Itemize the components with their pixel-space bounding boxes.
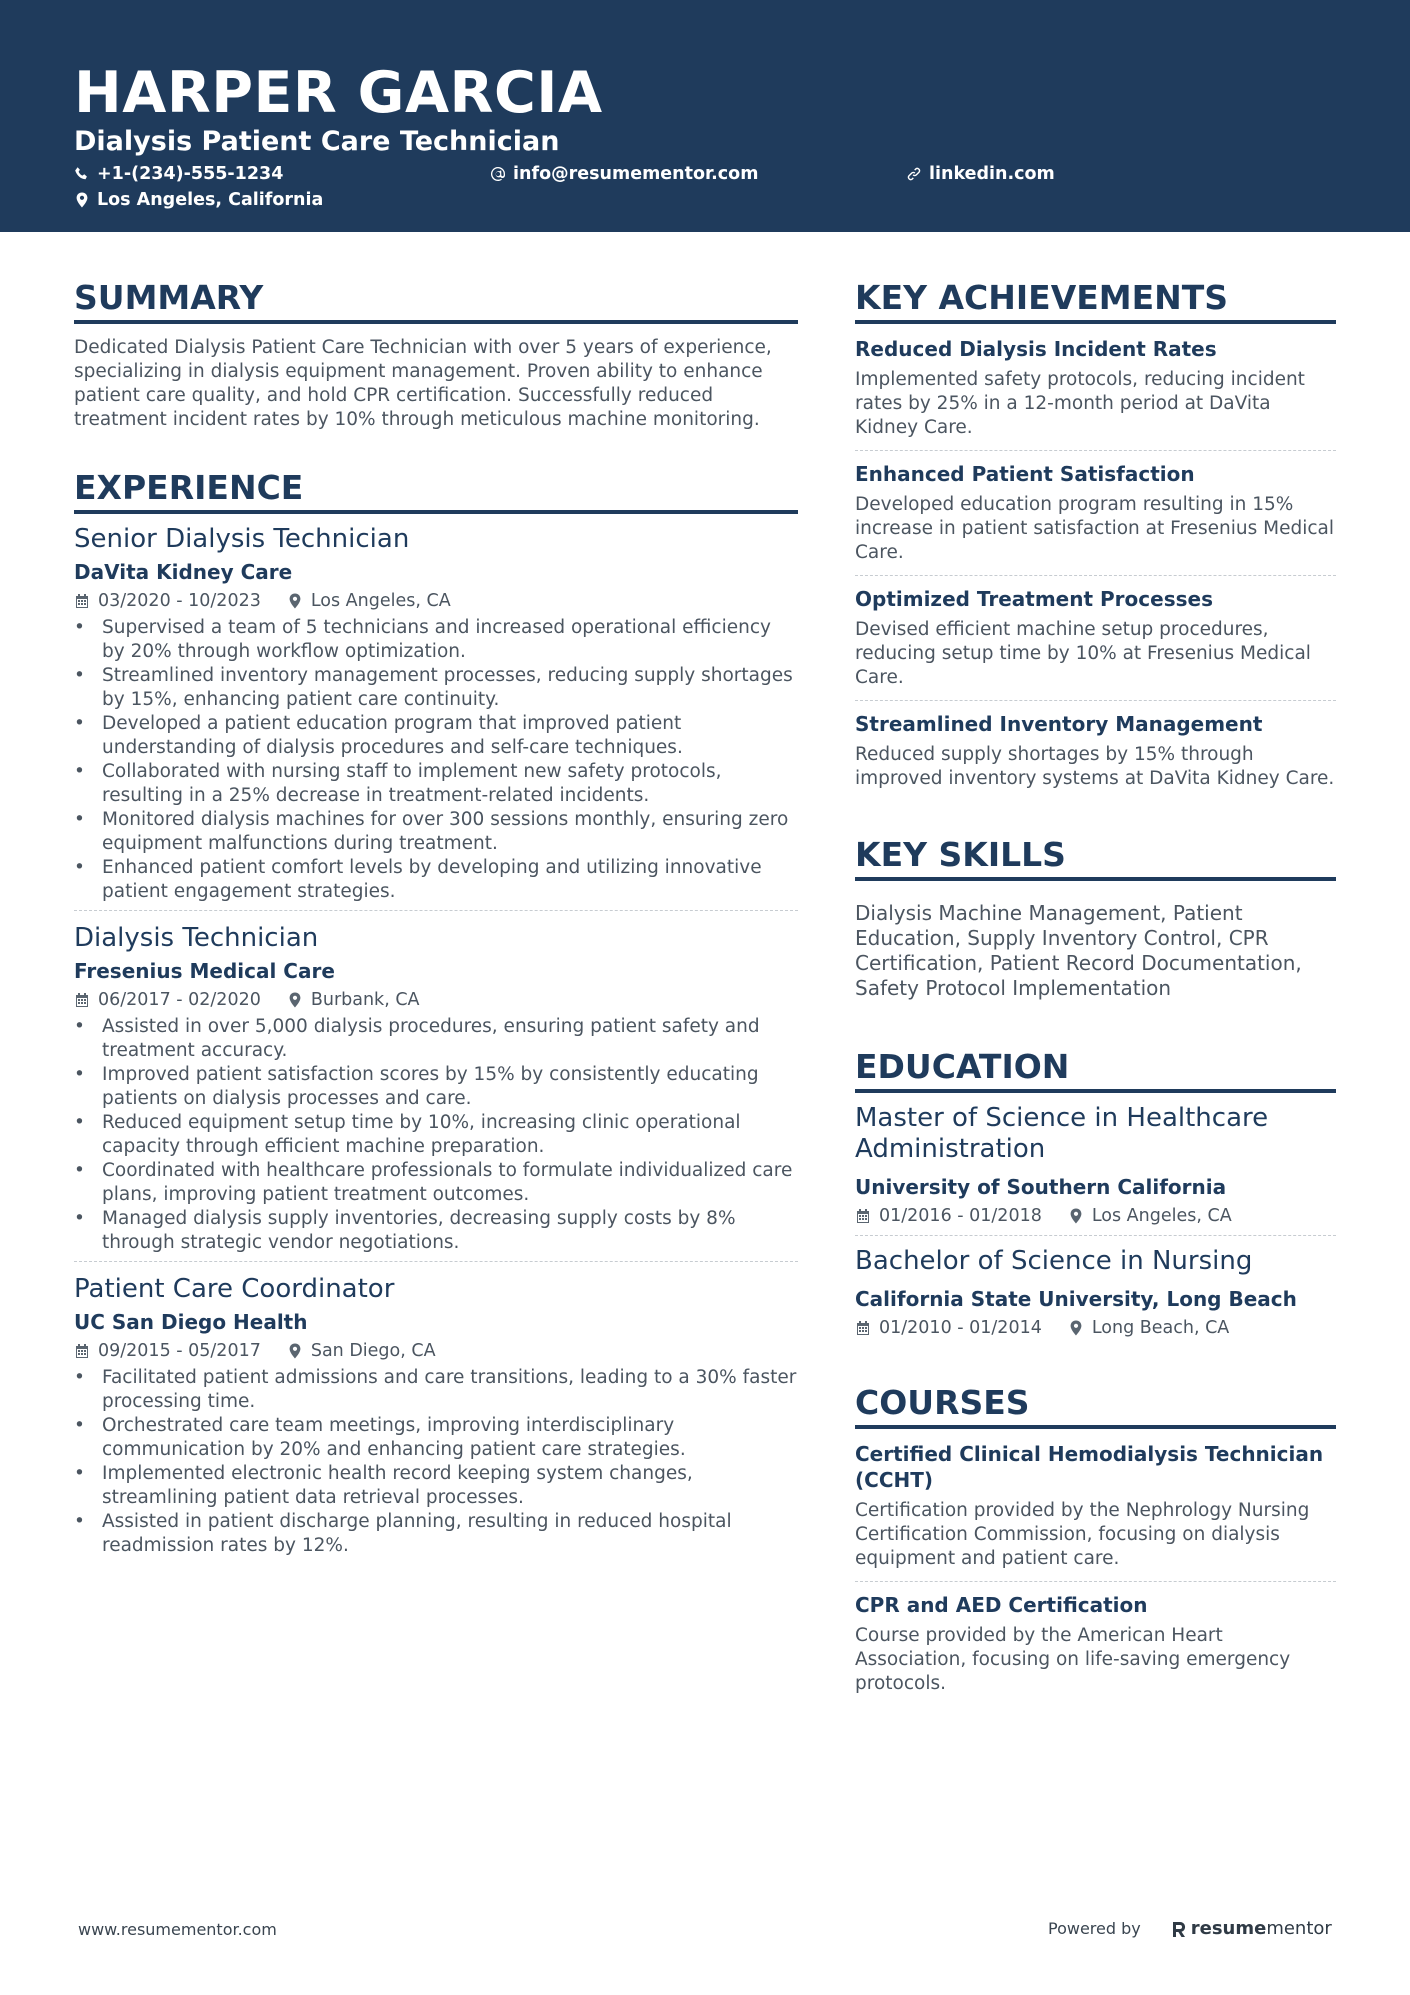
- job-company: Fresenius Medical Care: [74, 959, 335, 983]
- location-text: Los Angeles, California: [97, 190, 324, 210]
- powered-by-text: Powered by: [1048, 1919, 1141, 1938]
- courses-list: [855, 1431, 1336, 1706]
- job-bullet: • Assisted in over 5,000 dialysis procedures, ensuring patient safety and treatment accuracy.: [74, 1015, 798, 1063]
- achievements-section: [855, 278, 1336, 801]
- candidate-role: Dialysis Patient Care Technician: [74, 126, 560, 157]
- at-icon: [490, 166, 506, 182]
- course-title: Certified Clinical Hemodialysis Technician (CCHT): [855, 1442, 1324, 1492]
- job-bullet: • Developed a patient education program that improved patient understanding of dialysis procedures and self-care techniques.: [74, 712, 798, 760]
- location-pin-icon: [74, 192, 90, 208]
- skills-heading: KEY SKILLS: [855, 835, 1336, 881]
- job-meta: [74, 987, 798, 1013]
- edu-location: Long Beach, CA: [1091, 1318, 1230, 1338]
- edu-meta: [855, 1315, 1336, 1341]
- candidate-name: HARPER GARCIA: [74, 60, 603, 126]
- linkedin-link[interactable]: linkedin.com: [929, 164, 1055, 184]
- edu-degree: Master of Science in Healthcare Administration: [855, 1103, 1269, 1164]
- job-location-wrap: [287, 588, 451, 614]
- achievement-item: [855, 326, 1336, 450]
- achievements-heading: KEY ACHIEVEMENTS: [855, 278, 1336, 324]
- job-bullet: • Streamlined inventory management processes, reducing supply shortages by 15%, enhancing patient care continuity.: [74, 664, 798, 712]
- edu-location-wrap: [1068, 1203, 1232, 1229]
- contact-linkedin[interactable]: [906, 162, 1055, 186]
- achievements-list: [855, 326, 1336, 801]
- education-item: [855, 1093, 1336, 1235]
- job-location: Burbank, CA: [310, 990, 420, 1010]
- job-meta: [74, 588, 798, 614]
- course-title: CPR and AED Certification: [855, 1593, 1148, 1617]
- achievement-item: [855, 575, 1336, 700]
- edu-degree: Bachelor of Science in Nursing: [855, 1246, 1253, 1276]
- education-item: [855, 1235, 1336, 1347]
- contact-phone: [74, 162, 283, 186]
- job-bullets: [74, 616, 798, 904]
- resumementor-logo-icon: [1171, 1920, 1187, 1938]
- job-bullet: • Reduced equipment setup time by 10%, increasing clinic operational capacity through efficient machine preparation.: [74, 1111, 798, 1159]
- edu-location-wrap: [1068, 1315, 1229, 1341]
- calendar-icon: [855, 1208, 871, 1224]
- courses-section: [855, 1383, 1336, 1706]
- right-column: [855, 278, 1336, 1706]
- course-desc: Certification provided by the Nephrology Nursing Certification Commission, focusing on dialysis equipment and patient care.: [855, 1500, 1310, 1569]
- job-bullet: • Enhanced patient comfort levels by developing and utilizing innovative patient engagement strategies.: [74, 856, 798, 904]
- resume-header: [0, 0, 1410, 232]
- job-bullet: • Improved patient satisfaction scores by 15% by consistently educating patients on dialysis processes and care.: [74, 1063, 798, 1111]
- job-location: San Diego, CA: [310, 1341, 436, 1361]
- job-bullet: • Managed dialysis supply inventories, decreasing supply costs by 8% through strategic vendor negotiations.: [74, 1207, 798, 1255]
- location-pin-icon: [287, 1343, 303, 1359]
- job-bullet: • Facilitated patient admissions and care transitions, leading to a 30% faster processing time.: [74, 1366, 798, 1414]
- job-title: Senior Dialysis Technician: [74, 524, 410, 554]
- achievement-desc: Devised efficient machine setup procedures, reducing setup time by 10% at Fresenius Medical Care.: [855, 619, 1311, 688]
- course-item: [855, 1581, 1336, 1706]
- job-entry: [74, 910, 798, 1261]
- email-link[interactable]: info@resumementor.com: [513, 164, 759, 184]
- experience-heading: EXPERIENCE: [74, 468, 798, 514]
- location-pin-icon: [1068, 1208, 1084, 1224]
- location-pin-icon: [287, 593, 303, 609]
- skills-text: Dialysis Machine Management, Patient Education, Supply Inventory Control, CPR Certification, Patient Record Documentation, Safety Protocol Implementation: [855, 901, 1302, 1000]
- resumementor-logo[interactable]: [1171, 1918, 1332, 1939]
- job-location-wrap: [287, 1338, 436, 1364]
- edu-school: California State University, Long Beach: [855, 1287, 1297, 1311]
- location-pin-icon: [1068, 1320, 1084, 1336]
- summary-text: Dedicated Dialysis Patient Care Technician with over 5 years of experience, specializing in dialysis equipment management. Proven ability to enhance patient care quality, and hold CPR certification. Successfully reduced treatment incident rates by 10% through meticulous machine monitoring.: [74, 337, 772, 430]
- job-company: DaVita Kidney Care: [74, 560, 293, 584]
- left-column: [74, 278, 798, 1564]
- edu-meta: [855, 1203, 1336, 1229]
- job-dates: 06/2017 - 02/2020: [98, 990, 261, 1010]
- achievement-item: [855, 700, 1336, 801]
- job-location: Los Angeles, CA: [310, 591, 451, 611]
- course-desc: Course provided by the American Heart Association, focusing on life-saving emergency protocols.: [855, 1625, 1291, 1694]
- job-dates: 09/2015 - 05/2017: [98, 1341, 261, 1361]
- achievement-desc: Reduced supply shortages by 15% through improved inventory systems at DaVita Kidney Care.: [855, 744, 1335, 789]
- edu-dates: 01/2016 - 01/2018: [879, 1206, 1042, 1226]
- job-bullets: [74, 1015, 798, 1255]
- job-entry: [74, 522, 798, 910]
- job-title: Dialysis Technician: [74, 923, 319, 953]
- location-pin-icon: [287, 992, 303, 1008]
- calendar-icon: [74, 992, 90, 1008]
- courses-heading: COURSES: [855, 1383, 1336, 1429]
- job-entry: [74, 1261, 798, 1564]
- achievement-title: Reduced Dialysis Incident Rates: [855, 337, 1217, 361]
- summary-section: [74, 278, 798, 432]
- link-icon: [906, 166, 922, 182]
- edu-location: Los Angeles, CA: [1091, 1206, 1232, 1226]
- brand-text-bold: resume: [1190, 1918, 1267, 1939]
- job-bullet: • Implemented electronic health record keeping system changes, streamlining patient data retrieval processes.: [74, 1462, 798, 1510]
- job-bullets: [74, 1366, 798, 1558]
- education-heading: EDUCATION: [855, 1047, 1336, 1093]
- achievement-title: Optimized Treatment Processes: [855, 587, 1213, 611]
- job-meta: [74, 1338, 798, 1364]
- contact-email[interactable]: [490, 162, 758, 186]
- achievement-desc: Developed education program resulting in 15% increase in patient satisfaction at Fresenius Medical Care.: [855, 494, 1335, 563]
- achievement-title: Enhanced Patient Satisfaction: [855, 462, 1195, 486]
- job-bullet: • Coordinated with healthcare professionals to formulate individualized care plans, improving patient treatment outcomes.: [74, 1159, 798, 1207]
- job-dates: 03/2020 - 10/2023: [98, 591, 261, 611]
- experience-section: [74, 468, 798, 1564]
- job-title: Patient Care Coordinator: [74, 1274, 395, 1304]
- footer-website[interactable]: www.resumementor.com: [78, 1920, 277, 1939]
- footer-branding: [1048, 1918, 1332, 1939]
- course-item: [855, 1431, 1336, 1581]
- calendar-icon: [74, 593, 90, 609]
- job-bullet: • Supervised a team of 5 technicians and increased operational efficiency by 20% through workflow optimization.: [74, 616, 798, 664]
- calendar-icon: [855, 1320, 871, 1336]
- phone-icon: [74, 166, 90, 182]
- achievement-title: Streamlined Inventory Management: [855, 712, 1263, 736]
- job-bullet: • Assisted in patient discharge planning, resulting in reduced hospital readmission rates by 12%.: [74, 1510, 798, 1558]
- achievement-desc: Implemented safety protocols, reducing incident rates by 25% in a 12-month period at DaVita Kidney Care.: [855, 369, 1305, 438]
- job-bullet: • Collaborated with nursing staff to implement new safety protocols, resulting in a 25% decrease in treatment-related incidents.: [74, 760, 798, 808]
- job-company: UC San Diego Health: [74, 1310, 308, 1334]
- phone-text: +1-(234)-555-1234: [97, 164, 284, 184]
- edu-school: University of Southern California: [855, 1175, 1227, 1199]
- achievement-item: [855, 450, 1336, 575]
- job-bullet: • Monitored dialysis machines for over 300 sessions monthly, ensuring zero equipment malfunctions during treatment.: [74, 808, 798, 856]
- skills-section: [855, 835, 1336, 1001]
- edu-dates: 01/2010 - 01/2014: [879, 1318, 1042, 1338]
- job-location-wrap: [287, 987, 420, 1013]
- job-bullet: • Orchestrated care team meetings, improving interdisciplinary communication by 20% and enhancing patient care strategies.: [74, 1414, 798, 1462]
- summary-heading: SUMMARY: [74, 278, 798, 324]
- contact-location: [74, 188, 323, 212]
- brand-text-light: mentor: [1266, 1918, 1332, 1939]
- calendar-icon: [74, 1343, 90, 1359]
- education-section: [855, 1047, 1336, 1347]
